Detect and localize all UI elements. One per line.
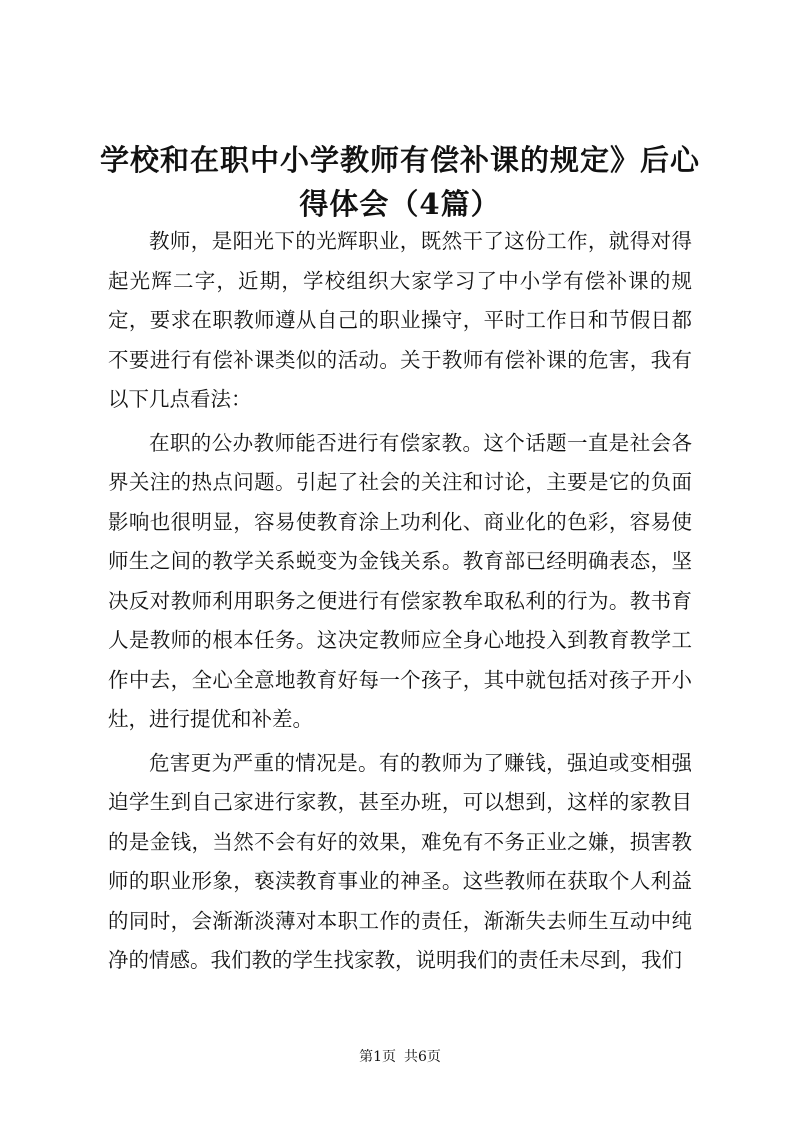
- paragraph: 教师，是阳光下的光辉职业，既然干了这份工作，就得对得起光辉二字，近期，学校组织大家学习了中小学有偿补课的规定，要求在职教师遵从自己的职业操守，平时工作日和节假日都不要进行有偿补课类似的活动。关于教师有偿补课的危害，我有以下几点看法：: [108, 229, 692, 411]
- paragraph: 在职的公办教师能否进行有偿家教。这个话题一直是社会各界关注的热点问题。引起了社会的关注和讨论，主要是它的负面影响也很明显，容易使教育涂上功利化、商业化的色彩，容易使师生之间的教学关系蜕变为金钱关系。教育部已经明确表态，坚决反对教师利用职务之便进行有偿家教牟取私利的行为。教书育人是教师的根本任务。这决定教师应全身心地投入到教育教学工作中去，全心全意地教育好每一个孩子，其中就包括对孩子开小灶，进行提优和补差。: [108, 430, 692, 731]
- document-title: 学校和在职中小学教师有偿补课的规定》后心得体会（4篇）: [99, 143, 700, 221]
- document-body: [108, 222, 692, 985]
- paragraph: 危害更为严重的情况是。有的教师为了赚钱，强迫或变相强迫学生到自己家进行家教，甚至办班，可以想到，这样的家教目的是金钱，当然不会有好的效果，难免有不务正业之嫌，损害教师的职业形象，亵渎教育事业的神圣。这些教师在获取个人利益的同时，会渐渐淡薄对本职工作的责任，渐渐失去师生互动中纯净的情感。我们教的学生找家教，说明我们的责任未尽到，我们: [108, 750, 692, 972]
- page-total: 共6页: [404, 1049, 441, 1065]
- page-footer: [0, 1048, 800, 1066]
- page-number: 第1页: [359, 1049, 396, 1065]
